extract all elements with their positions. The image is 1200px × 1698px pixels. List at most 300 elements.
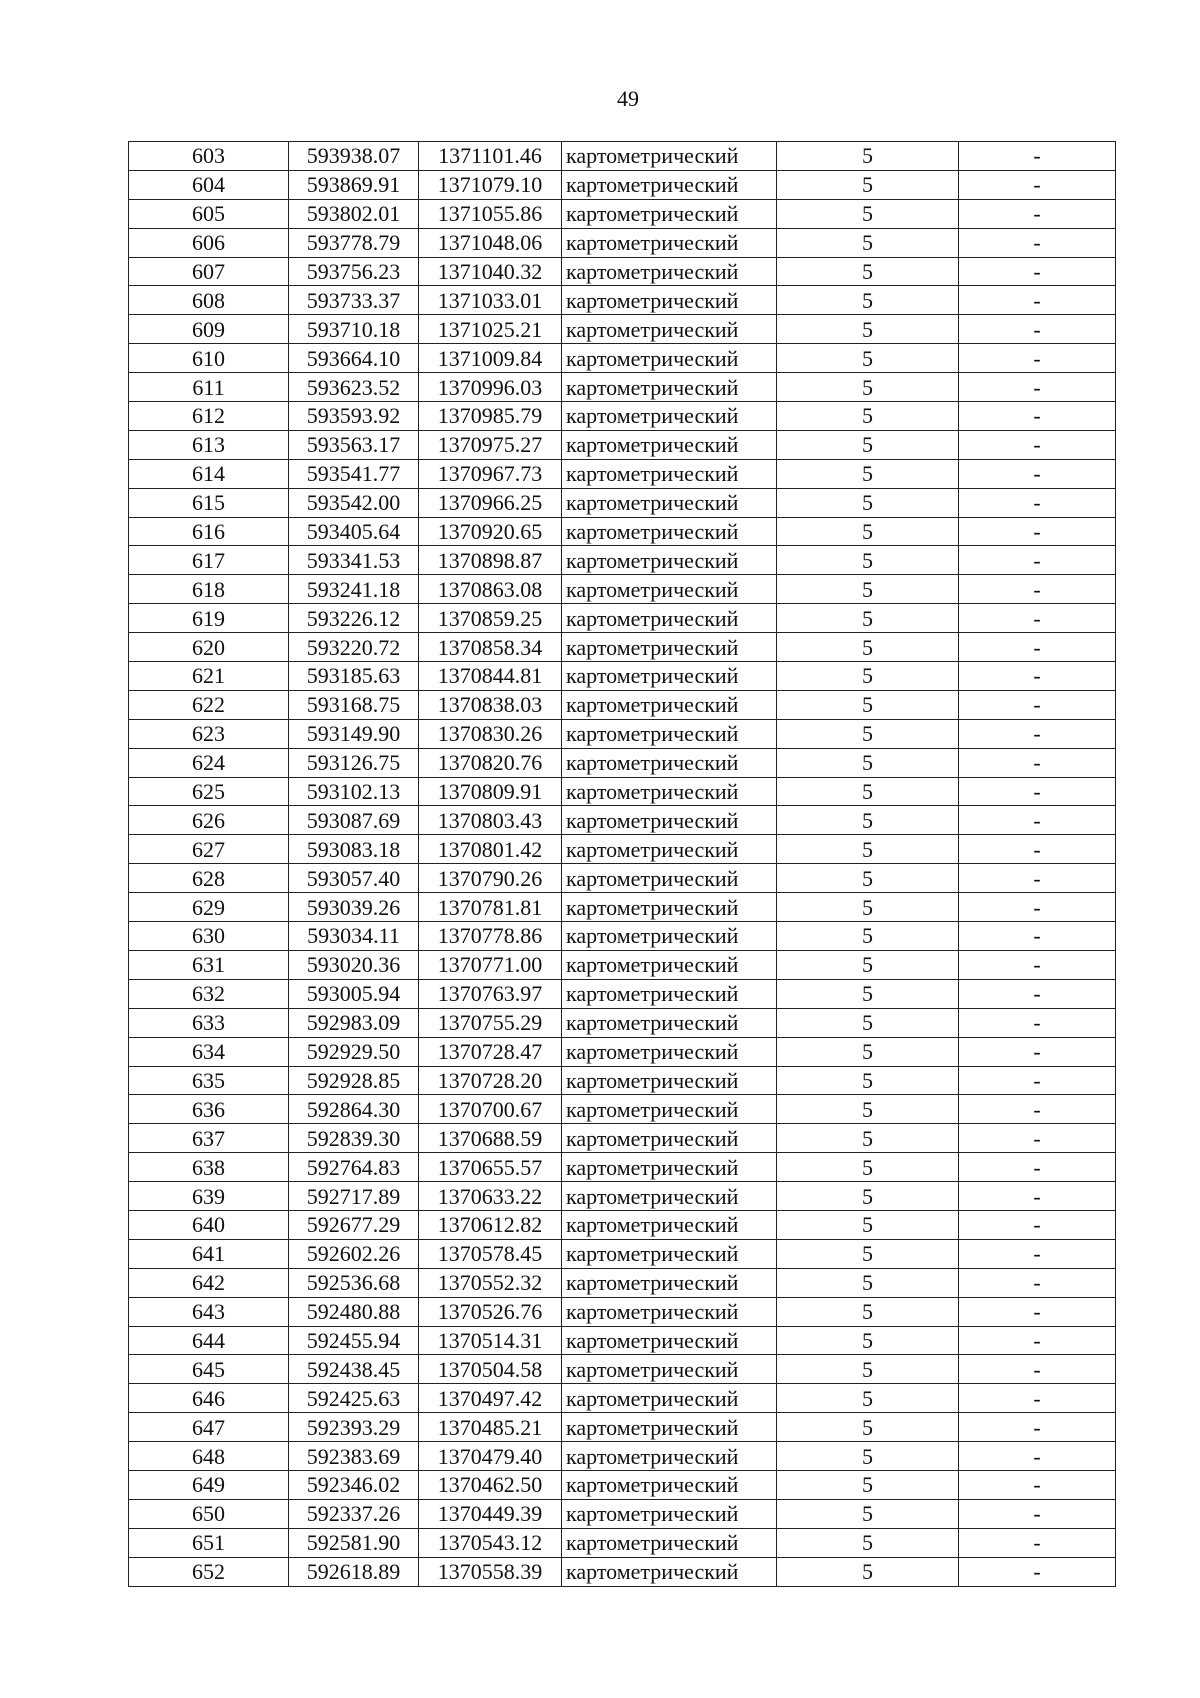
note-cell: - bbox=[959, 662, 1116, 691]
point-number-cell: 644 bbox=[129, 1326, 289, 1355]
point-number-cell: 611 bbox=[129, 373, 289, 402]
method-cell: картометрический bbox=[562, 950, 777, 979]
accuracy-cell: 5 bbox=[777, 1326, 959, 1355]
x-coordinate-cell: 593039.26 bbox=[289, 893, 419, 922]
method-cell: картометрический bbox=[562, 1239, 777, 1268]
x-coordinate-cell: 593802.01 bbox=[289, 199, 419, 228]
method-cell: картометрический bbox=[562, 1268, 777, 1297]
note-cell: - bbox=[959, 402, 1116, 431]
method-cell: картометрический bbox=[562, 517, 777, 546]
point-number-cell: 621 bbox=[129, 662, 289, 691]
table-row bbox=[129, 517, 1116, 546]
y-coordinate-cell: 1371101.46 bbox=[419, 142, 562, 171]
accuracy-cell: 5 bbox=[777, 1037, 959, 1066]
y-coordinate-cell: 1370920.65 bbox=[419, 517, 562, 546]
accuracy-cell: 5 bbox=[777, 142, 959, 171]
x-coordinate-cell: 593710.18 bbox=[289, 315, 419, 344]
table-row bbox=[129, 806, 1116, 835]
x-coordinate-cell: 593149.90 bbox=[289, 719, 419, 748]
accuracy-cell: 5 bbox=[777, 517, 959, 546]
note-cell: - bbox=[959, 430, 1116, 459]
accuracy-cell: 5 bbox=[777, 1210, 959, 1239]
point-number-cell: 625 bbox=[129, 777, 289, 806]
note-cell: - bbox=[959, 1326, 1116, 1355]
method-cell: картометрический bbox=[562, 1182, 777, 1211]
x-coordinate-cell: 593541.77 bbox=[289, 459, 419, 488]
point-number-cell: 649 bbox=[129, 1470, 289, 1499]
x-coordinate-cell: 592983.09 bbox=[289, 1008, 419, 1037]
x-coordinate-cell: 592425.63 bbox=[289, 1384, 419, 1413]
y-coordinate-cell: 1370820.76 bbox=[419, 748, 562, 777]
y-coordinate-cell: 1370633.22 bbox=[419, 1182, 562, 1211]
note-cell: - bbox=[959, 1153, 1116, 1182]
x-coordinate-cell: 593241.18 bbox=[289, 575, 419, 604]
x-coordinate-cell: 593938.07 bbox=[289, 142, 419, 171]
note-cell: - bbox=[959, 1384, 1116, 1413]
accuracy-cell: 5 bbox=[777, 979, 959, 1008]
table-row bbox=[129, 402, 1116, 431]
y-coordinate-cell: 1370985.79 bbox=[419, 402, 562, 431]
note-cell: - bbox=[959, 1210, 1116, 1239]
y-coordinate-cell: 1370967.73 bbox=[419, 459, 562, 488]
method-cell: картометрический bbox=[562, 719, 777, 748]
y-coordinate-cell: 1370497.42 bbox=[419, 1384, 562, 1413]
x-coordinate-cell: 592618.89 bbox=[289, 1557, 419, 1586]
x-coordinate-cell: 593126.75 bbox=[289, 748, 419, 777]
y-coordinate-cell: 1370858.34 bbox=[419, 633, 562, 662]
accuracy-cell: 5 bbox=[777, 402, 959, 431]
table-row bbox=[129, 1268, 1116, 1297]
method-cell: картометрический bbox=[562, 1326, 777, 1355]
note-cell: - bbox=[959, 922, 1116, 951]
y-coordinate-cell: 1370859.25 bbox=[419, 604, 562, 633]
x-coordinate-cell: 592455.94 bbox=[289, 1326, 419, 1355]
note-cell: - bbox=[959, 1557, 1116, 1586]
method-cell: картометрический bbox=[562, 633, 777, 662]
point-number-cell: 620 bbox=[129, 633, 289, 662]
y-coordinate-cell: 1371040.32 bbox=[419, 257, 562, 286]
table-row bbox=[129, 1008, 1116, 1037]
method-cell: картометрический bbox=[562, 1355, 777, 1384]
y-coordinate-cell: 1370966.25 bbox=[419, 488, 562, 517]
table-row bbox=[129, 459, 1116, 488]
accuracy-cell: 5 bbox=[777, 344, 959, 373]
accuracy-cell: 5 bbox=[777, 488, 959, 517]
y-coordinate-cell: 1370790.26 bbox=[419, 864, 562, 893]
table-row bbox=[129, 1499, 1116, 1528]
point-number-cell: 632 bbox=[129, 979, 289, 1008]
method-cell: картометрический bbox=[562, 199, 777, 228]
note-cell: - bbox=[959, 170, 1116, 199]
point-number-cell: 650 bbox=[129, 1499, 289, 1528]
point-number-cell: 629 bbox=[129, 893, 289, 922]
point-number-cell: 613 bbox=[129, 430, 289, 459]
table-row bbox=[129, 488, 1116, 517]
accuracy-cell: 5 bbox=[777, 228, 959, 257]
point-number-cell: 626 bbox=[129, 806, 289, 835]
note-cell: - bbox=[959, 142, 1116, 171]
y-coordinate-cell: 1370996.03 bbox=[419, 373, 562, 402]
point-number-cell: 603 bbox=[129, 142, 289, 171]
method-cell: картометрический bbox=[562, 777, 777, 806]
method-cell: картометрический bbox=[562, 1384, 777, 1413]
method-cell: картометрический bbox=[562, 1124, 777, 1153]
method-cell: картометрический bbox=[562, 228, 777, 257]
y-coordinate-cell: 1371055.86 bbox=[419, 199, 562, 228]
point-number-cell: 609 bbox=[129, 315, 289, 344]
table-row bbox=[129, 373, 1116, 402]
method-cell: картометрический bbox=[562, 1095, 777, 1124]
point-number-cell: 643 bbox=[129, 1297, 289, 1326]
accuracy-cell: 5 bbox=[777, 690, 959, 719]
note-cell: - bbox=[959, 979, 1116, 1008]
y-coordinate-cell: 1370838.03 bbox=[419, 690, 562, 719]
method-cell: картометрический bbox=[562, 1066, 777, 1095]
x-coordinate-cell: 593087.69 bbox=[289, 806, 419, 835]
note-cell: - bbox=[959, 1239, 1116, 1268]
accuracy-cell: 5 bbox=[777, 1384, 959, 1413]
method-cell: картометрический bbox=[562, 315, 777, 344]
x-coordinate-cell: 592438.45 bbox=[289, 1355, 419, 1384]
x-coordinate-cell: 593083.18 bbox=[289, 835, 419, 864]
y-coordinate-cell: 1370778.86 bbox=[419, 922, 562, 951]
method-cell: картометрический bbox=[562, 1008, 777, 1037]
table-row bbox=[129, 315, 1116, 344]
note-cell: - bbox=[959, 344, 1116, 373]
x-coordinate-cell: 592383.69 bbox=[289, 1442, 419, 1471]
accuracy-cell: 5 bbox=[777, 1470, 959, 1499]
x-coordinate-cell: 593034.11 bbox=[289, 922, 419, 951]
point-number-cell: 604 bbox=[129, 170, 289, 199]
note-cell: - bbox=[959, 1124, 1116, 1153]
page-number: 49 bbox=[617, 86, 639, 111]
note-cell: - bbox=[959, 1066, 1116, 1095]
point-number-cell: 651 bbox=[129, 1528, 289, 1557]
point-number-cell: 646 bbox=[129, 1384, 289, 1413]
method-cell: картометрический bbox=[562, 546, 777, 575]
table-row bbox=[129, 430, 1116, 459]
x-coordinate-cell: 593869.91 bbox=[289, 170, 419, 199]
y-coordinate-cell: 1370700.67 bbox=[419, 1095, 562, 1124]
point-number-cell: 635 bbox=[129, 1066, 289, 1095]
x-coordinate-cell: 592337.26 bbox=[289, 1499, 419, 1528]
table-row bbox=[129, 1095, 1116, 1124]
y-coordinate-cell: 1370830.26 bbox=[419, 719, 562, 748]
accuracy-cell: 5 bbox=[777, 835, 959, 864]
x-coordinate-cell: 592928.85 bbox=[289, 1066, 419, 1095]
y-coordinate-cell: 1370975.27 bbox=[419, 430, 562, 459]
method-cell: картометрический bbox=[562, 402, 777, 431]
x-coordinate-cell: 593593.92 bbox=[289, 402, 419, 431]
x-coordinate-cell: 593623.52 bbox=[289, 373, 419, 402]
x-coordinate-cell: 592346.02 bbox=[289, 1470, 419, 1499]
point-number-cell: 618 bbox=[129, 575, 289, 604]
note-cell: - bbox=[959, 777, 1116, 806]
x-coordinate-cell: 593563.17 bbox=[289, 430, 419, 459]
y-coordinate-cell: 1370655.57 bbox=[419, 1153, 562, 1182]
accuracy-cell: 5 bbox=[777, 950, 959, 979]
accuracy-cell: 5 bbox=[777, 286, 959, 315]
y-coordinate-cell: 1370543.12 bbox=[419, 1528, 562, 1557]
accuracy-cell: 5 bbox=[777, 633, 959, 662]
note-cell: - bbox=[959, 1499, 1116, 1528]
method-cell: картометрический bbox=[562, 373, 777, 402]
y-coordinate-cell: 1370612.82 bbox=[419, 1210, 562, 1239]
point-number-cell: 610 bbox=[129, 344, 289, 373]
note-cell: - bbox=[959, 1182, 1116, 1211]
point-number-cell: 619 bbox=[129, 604, 289, 633]
method-cell: картометрический bbox=[562, 1470, 777, 1499]
accuracy-cell: 5 bbox=[777, 257, 959, 286]
x-coordinate-cell: 592929.50 bbox=[289, 1037, 419, 1066]
method-cell: картометрический bbox=[562, 835, 777, 864]
x-coordinate-cell: 593733.37 bbox=[289, 286, 419, 315]
x-coordinate-cell: 592677.29 bbox=[289, 1210, 419, 1239]
x-coordinate-cell: 592393.29 bbox=[289, 1413, 419, 1442]
accuracy-cell: 5 bbox=[777, 806, 959, 835]
y-coordinate-cell: 1370809.91 bbox=[419, 777, 562, 806]
method-cell: картометрический bbox=[562, 575, 777, 604]
x-coordinate-cell: 593664.10 bbox=[289, 344, 419, 373]
method-cell: картометрический bbox=[562, 662, 777, 691]
accuracy-cell: 5 bbox=[777, 1066, 959, 1095]
table-row bbox=[129, 922, 1116, 951]
point-number-cell: 614 bbox=[129, 459, 289, 488]
accuracy-cell: 5 bbox=[777, 170, 959, 199]
method-cell: картометрический bbox=[562, 1528, 777, 1557]
note-cell: - bbox=[959, 1095, 1116, 1124]
accuracy-cell: 5 bbox=[777, 1355, 959, 1384]
note-cell: - bbox=[959, 546, 1116, 575]
table-row bbox=[129, 228, 1116, 257]
table-row bbox=[129, 835, 1116, 864]
method-cell: картометрический bbox=[562, 1210, 777, 1239]
point-number-cell: 624 bbox=[129, 748, 289, 777]
table-row bbox=[129, 1442, 1116, 1471]
note-cell: - bbox=[959, 604, 1116, 633]
table-row bbox=[129, 1066, 1116, 1095]
table-row bbox=[129, 864, 1116, 893]
point-number-cell: 615 bbox=[129, 488, 289, 517]
y-coordinate-cell: 1370526.76 bbox=[419, 1297, 562, 1326]
accuracy-cell: 5 bbox=[777, 315, 959, 344]
accuracy-cell: 5 bbox=[777, 1239, 959, 1268]
accuracy-cell: 5 bbox=[777, 719, 959, 748]
note-cell: - bbox=[959, 315, 1116, 344]
y-coordinate-cell: 1370552.32 bbox=[419, 1268, 562, 1297]
method-cell: картометрический bbox=[562, 806, 777, 835]
x-coordinate-cell: 592602.26 bbox=[289, 1239, 419, 1268]
method-cell: картометрический bbox=[562, 690, 777, 719]
point-number-cell: 641 bbox=[129, 1239, 289, 1268]
note-cell: - bbox=[959, 1528, 1116, 1557]
note-cell: - bbox=[959, 1037, 1116, 1066]
table-row bbox=[129, 1470, 1116, 1499]
method-cell: картометрический bbox=[562, 1413, 777, 1442]
table-row bbox=[129, 633, 1116, 662]
y-coordinate-cell: 1370844.81 bbox=[419, 662, 562, 691]
table-row bbox=[129, 170, 1116, 199]
method-cell: картометрический bbox=[562, 430, 777, 459]
table-row bbox=[129, 662, 1116, 691]
table-row bbox=[129, 1326, 1116, 1355]
y-coordinate-cell: 1370688.59 bbox=[419, 1124, 562, 1153]
accuracy-cell: 5 bbox=[777, 777, 959, 806]
y-coordinate-cell: 1370728.47 bbox=[419, 1037, 562, 1066]
table-row bbox=[129, 1413, 1116, 1442]
point-number-cell: 622 bbox=[129, 690, 289, 719]
x-coordinate-cell: 593341.53 bbox=[289, 546, 419, 575]
point-number-cell: 647 bbox=[129, 1413, 289, 1442]
note-cell: - bbox=[959, 373, 1116, 402]
method-cell: картометрический bbox=[562, 170, 777, 199]
point-number-cell: 636 bbox=[129, 1095, 289, 1124]
y-coordinate-cell: 1370728.20 bbox=[419, 1066, 562, 1095]
y-coordinate-cell: 1370485.21 bbox=[419, 1413, 562, 1442]
table-row bbox=[129, 604, 1116, 633]
note-cell: - bbox=[959, 1413, 1116, 1442]
table-row bbox=[129, 893, 1116, 922]
accuracy-cell: 5 bbox=[777, 922, 959, 951]
note-cell: - bbox=[959, 286, 1116, 315]
table-row bbox=[129, 1182, 1116, 1211]
note-cell: - bbox=[959, 228, 1116, 257]
method-cell: картометрический bbox=[562, 488, 777, 517]
note-cell: - bbox=[959, 459, 1116, 488]
x-coordinate-cell: 593057.40 bbox=[289, 864, 419, 893]
method-cell: картометрический bbox=[562, 1499, 777, 1528]
point-number-cell: 648 bbox=[129, 1442, 289, 1471]
accuracy-cell: 5 bbox=[777, 748, 959, 777]
y-coordinate-cell: 1370504.58 bbox=[419, 1355, 562, 1384]
table-row bbox=[129, 1384, 1116, 1413]
method-cell: картометрический bbox=[562, 1153, 777, 1182]
table-row bbox=[129, 950, 1116, 979]
note-cell: - bbox=[959, 748, 1116, 777]
point-number-cell: 637 bbox=[129, 1124, 289, 1153]
table-row bbox=[129, 1210, 1116, 1239]
coordinates-table-body bbox=[129, 142, 1116, 1587]
note-cell: - bbox=[959, 1297, 1116, 1326]
y-coordinate-cell: 1370803.43 bbox=[419, 806, 562, 835]
table-row bbox=[129, 690, 1116, 719]
note-cell: - bbox=[959, 1442, 1116, 1471]
x-coordinate-cell: 593542.00 bbox=[289, 488, 419, 517]
method-cell: картометрический bbox=[562, 257, 777, 286]
x-coordinate-cell: 593005.94 bbox=[289, 979, 419, 1008]
table-row bbox=[129, 1153, 1116, 1182]
point-number-cell: 607 bbox=[129, 257, 289, 286]
point-number-cell: 627 bbox=[129, 835, 289, 864]
table-row bbox=[129, 344, 1116, 373]
coordinates-table bbox=[128, 141, 1116, 1587]
table-row bbox=[129, 546, 1116, 575]
accuracy-cell: 5 bbox=[777, 893, 959, 922]
method-cell: картометрический bbox=[562, 142, 777, 171]
note-cell: - bbox=[959, 690, 1116, 719]
table-row bbox=[129, 1239, 1116, 1268]
x-coordinate-cell: 593168.75 bbox=[289, 690, 419, 719]
accuracy-cell: 5 bbox=[777, 1442, 959, 1471]
table-row bbox=[129, 1297, 1116, 1326]
method-cell: картометрический bbox=[562, 604, 777, 633]
point-number-cell: 633 bbox=[129, 1008, 289, 1037]
x-coordinate-cell: 592581.90 bbox=[289, 1528, 419, 1557]
method-cell: картометрический bbox=[562, 1297, 777, 1326]
table-row bbox=[129, 1124, 1116, 1153]
accuracy-cell: 5 bbox=[777, 575, 959, 604]
x-coordinate-cell: 593220.72 bbox=[289, 633, 419, 662]
point-number-cell: 642 bbox=[129, 1268, 289, 1297]
point-number-cell: 630 bbox=[129, 922, 289, 951]
y-coordinate-cell: 1371025.21 bbox=[419, 315, 562, 344]
x-coordinate-cell: 593102.13 bbox=[289, 777, 419, 806]
point-number-cell: 608 bbox=[129, 286, 289, 315]
table-row bbox=[129, 777, 1116, 806]
x-coordinate-cell: 592764.83 bbox=[289, 1153, 419, 1182]
table-row bbox=[129, 286, 1116, 315]
x-coordinate-cell: 592717.89 bbox=[289, 1182, 419, 1211]
table-row bbox=[129, 748, 1116, 777]
accuracy-cell: 5 bbox=[777, 1124, 959, 1153]
table-row bbox=[129, 1528, 1116, 1557]
point-number-cell: 616 bbox=[129, 517, 289, 546]
method-cell: картометрический bbox=[562, 286, 777, 315]
table-row bbox=[129, 1355, 1116, 1384]
point-number-cell: 605 bbox=[129, 199, 289, 228]
accuracy-cell: 5 bbox=[777, 1182, 959, 1211]
y-coordinate-cell: 1371033.01 bbox=[419, 286, 562, 315]
x-coordinate-cell: 592480.88 bbox=[289, 1297, 419, 1326]
point-number-cell: 612 bbox=[129, 402, 289, 431]
y-coordinate-cell: 1371079.10 bbox=[419, 170, 562, 199]
y-coordinate-cell: 1370479.40 bbox=[419, 1442, 562, 1471]
note-cell: - bbox=[959, 517, 1116, 546]
y-coordinate-cell: 1370558.39 bbox=[419, 1557, 562, 1586]
point-number-cell: 645 bbox=[129, 1355, 289, 1384]
method-cell: картометрический bbox=[562, 748, 777, 777]
method-cell: картометрический bbox=[562, 344, 777, 373]
y-coordinate-cell: 1370578.45 bbox=[419, 1239, 562, 1268]
note-cell: - bbox=[959, 864, 1116, 893]
y-coordinate-cell: 1370898.87 bbox=[419, 546, 562, 575]
accuracy-cell: 5 bbox=[777, 1095, 959, 1124]
y-coordinate-cell: 1370462.50 bbox=[419, 1470, 562, 1499]
note-cell: - bbox=[959, 575, 1116, 604]
y-coordinate-cell: 1370781.81 bbox=[419, 893, 562, 922]
point-number-cell: 640 bbox=[129, 1210, 289, 1239]
point-number-cell: 606 bbox=[129, 228, 289, 257]
y-coordinate-cell: 1370755.29 bbox=[419, 1008, 562, 1037]
accuracy-cell: 5 bbox=[777, 604, 959, 633]
method-cell: картометрический bbox=[562, 459, 777, 488]
accuracy-cell: 5 bbox=[777, 546, 959, 575]
note-cell: - bbox=[959, 257, 1116, 286]
method-cell: картометрический bbox=[562, 864, 777, 893]
y-coordinate-cell: 1370514.31 bbox=[419, 1326, 562, 1355]
accuracy-cell: 5 bbox=[777, 1268, 959, 1297]
table-row bbox=[129, 1557, 1116, 1586]
accuracy-cell: 5 bbox=[777, 1008, 959, 1037]
accuracy-cell: 5 bbox=[777, 459, 959, 488]
y-coordinate-cell: 1371048.06 bbox=[419, 228, 562, 257]
table-row bbox=[129, 199, 1116, 228]
table-row bbox=[129, 719, 1116, 748]
note-cell: - bbox=[959, 199, 1116, 228]
x-coordinate-cell: 593185.63 bbox=[289, 662, 419, 691]
note-cell: - bbox=[959, 719, 1116, 748]
method-cell: картометрический bbox=[562, 979, 777, 1008]
